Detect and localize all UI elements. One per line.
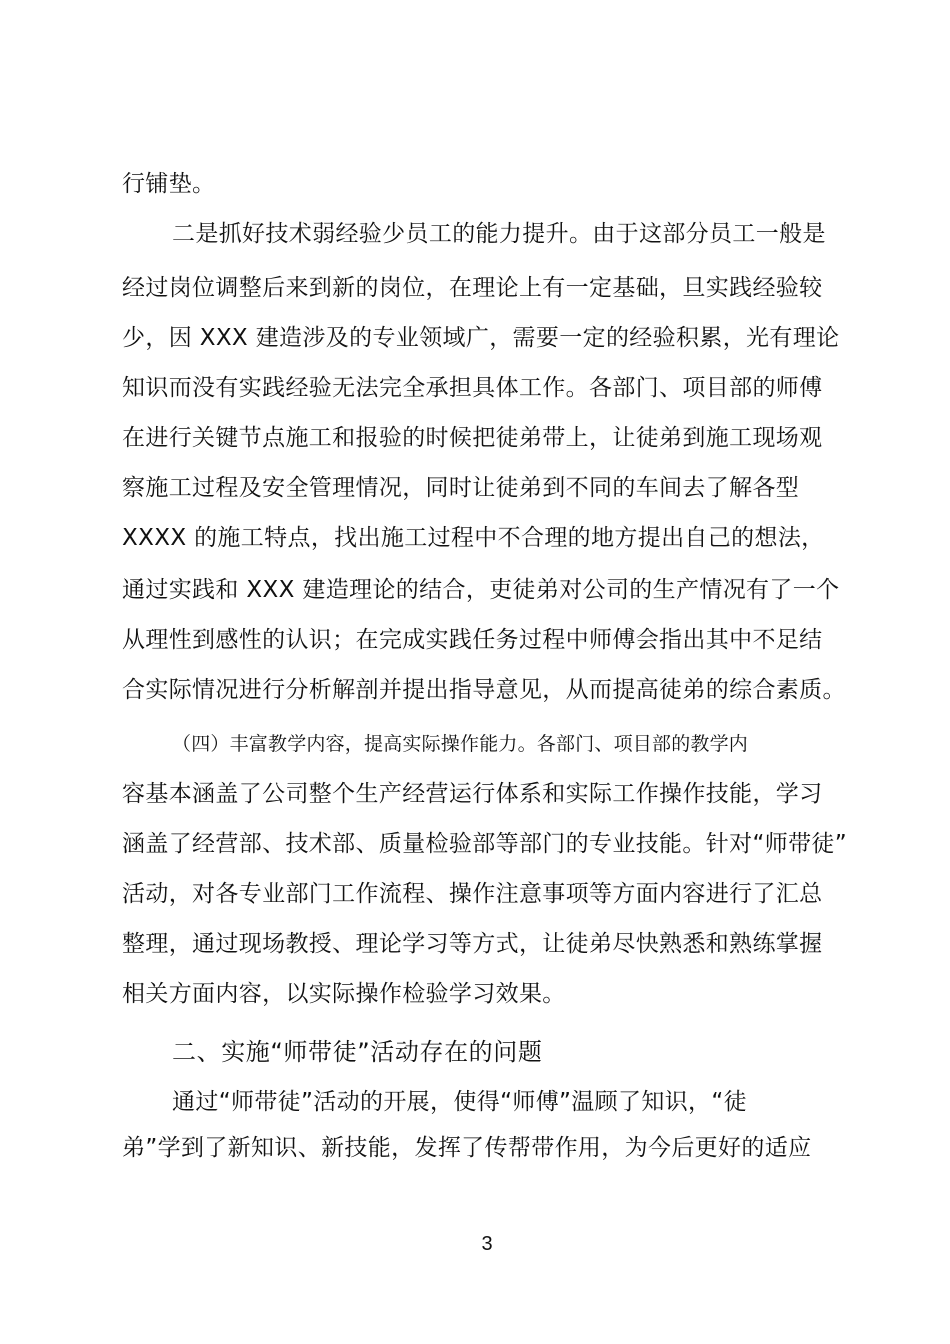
- paragraph-line: 涵盖了经营部、技术部、质量检验部等部门的专业技能。针对“师带徒”: [122, 831, 848, 857]
- paragraph-line: 容基本涵盖了公司整个生产经营运行体系和实际工作操作技能，学习: [122, 781, 823, 807]
- paragraph-line: 相关方面内容，以实际操作检验学习效果。: [122, 981, 566, 1007]
- section-heading: 二、实施“师带徒”活动存在的问题: [172, 1038, 543, 1066]
- paragraph-line: 从理性到感性的认识；在完成实践任务过程中师傅会指出其中不足结: [122, 627, 823, 653]
- paragraph-line: 二是抓好技术弱经验少员工的能力提升。由于这部分员工一般是: [172, 221, 826, 247]
- paragraph-line: 知识而没有实践经验无法完全承担具体工作。各部门、项目部的师傅: [122, 375, 823, 401]
- paragraph-line: 少，因 XXX 建造涉及的专业领域广，需要一定的经验积累，光有理论: [122, 325, 840, 351]
- paragraph-line: 整理，通过现场教授、理论学习等方式，让徒弟尽快熟悉和熟练掌握: [122, 931, 823, 957]
- paragraph-line: 合实际情况进行分析解剖并提出指导意见，从而提高徒弟的综合素质。: [122, 677, 846, 703]
- paragraph-line: 察施工过程及安全管理情况，同时让徒弟到不同的车间去了解各型: [122, 475, 800, 501]
- paragraph-line: XXXX 的施工特点，找出施工过程中不合理的地方提出自己的想法，: [122, 525, 825, 551]
- paragraph-line: 弟”学到了新知识、新技能，发挥了传帮带作用，为今后更好的适应: [122, 1135, 812, 1161]
- paragraph-line: 在进行关键节点施工和报验的时候把徒弟带上，让徒弟到施工现场观: [122, 425, 823, 451]
- page-number: 3: [481, 1233, 493, 1255]
- paragraph-line: 行铺垫。: [122, 171, 216, 197]
- paragraph-line: 通过实践和 XXX 建造理论的结合，吏徒弟对公司的生产情况有了一个: [122, 577, 840, 603]
- paragraph-line: （四）丰富教学内容，提高实际操作能力。各部门、项目部的教学内: [172, 733, 749, 755]
- paragraph-line: 活动，对各专业部门工作流程、操作注意事项等方面内容进行了汇总: [122, 881, 823, 907]
- paragraph-line: 经过岗位调整后来到新的岗位，在理论上有一定基础，旦实践经验较: [122, 275, 823, 301]
- paragraph-line: 通过“师带徒”活动的开展，使得“师傅”温顾了知识，“徒: [172, 1089, 748, 1115]
